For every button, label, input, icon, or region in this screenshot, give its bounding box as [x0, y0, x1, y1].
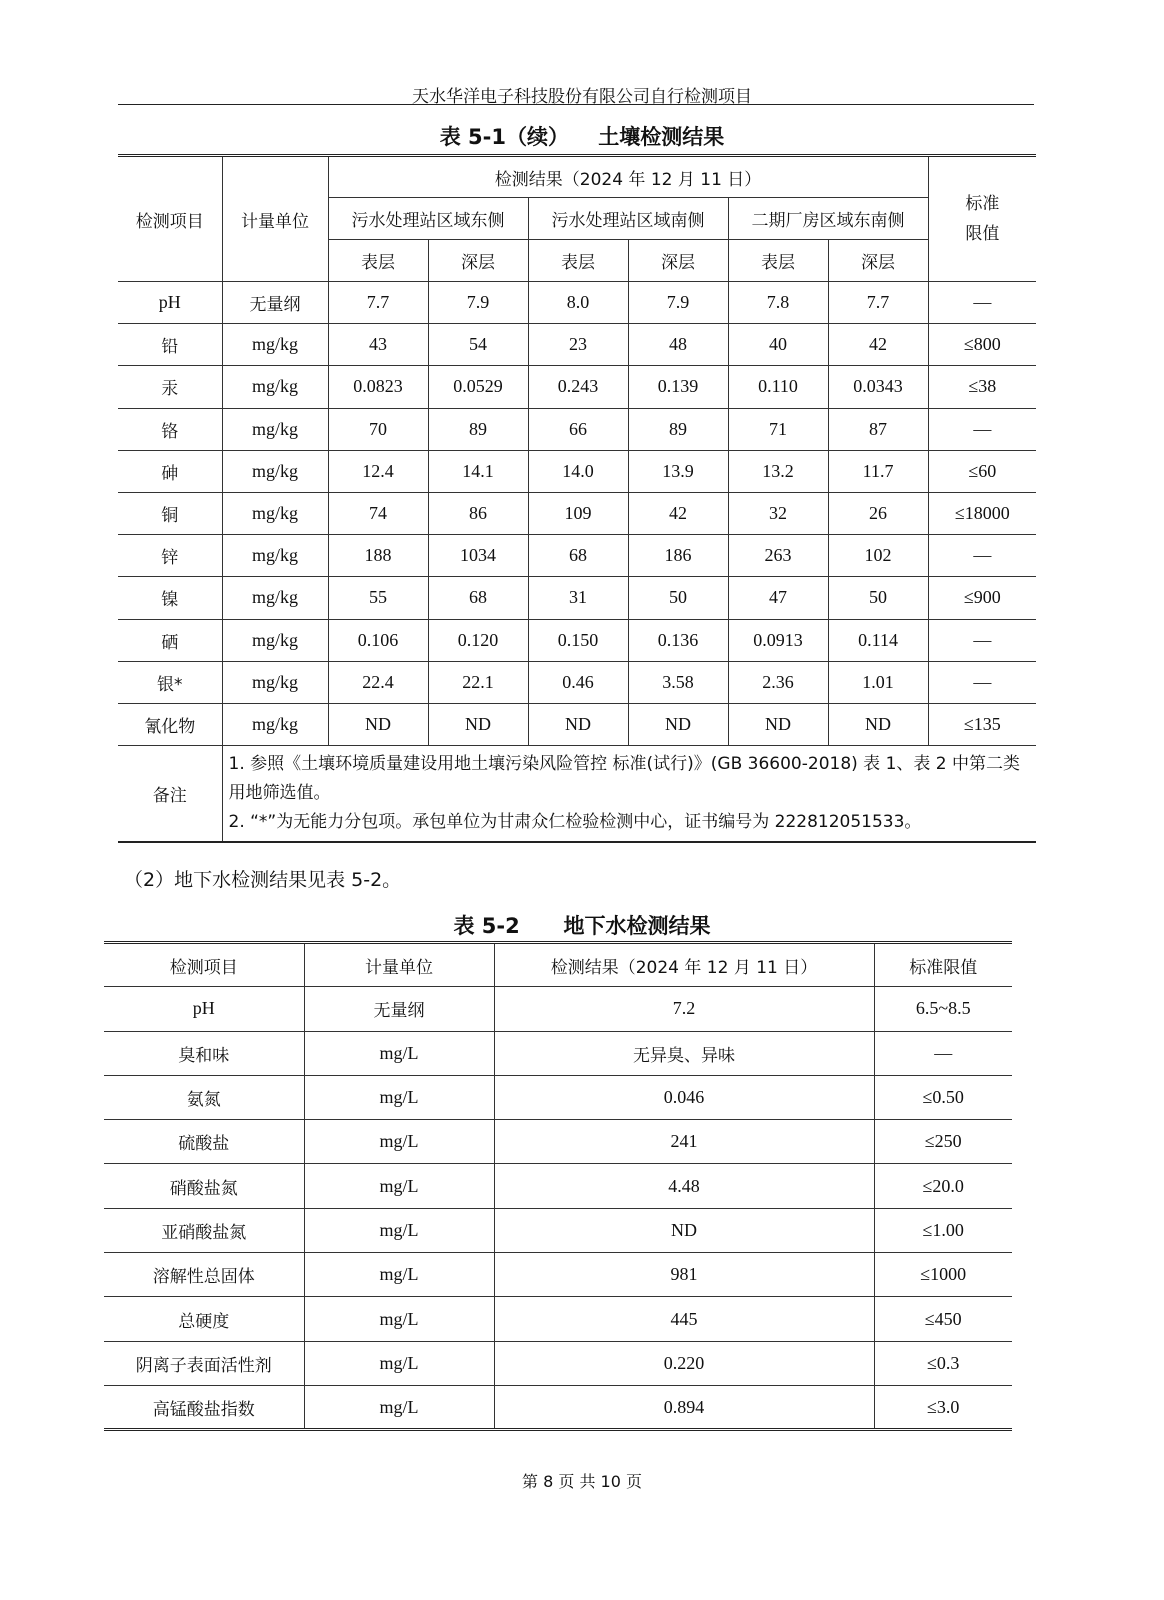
table-row — [104, 1341, 1012, 1385]
cell-limit: ≤3.0 — [874, 1385, 1012, 1429]
table-row — [118, 408, 1036, 450]
cell-value: 43 — [328, 324, 428, 366]
cell-item: 氨氮 — [104, 1075, 304, 1119]
soil-results-table — [118, 154, 1036, 843]
cell-limit: ≤0.50 — [874, 1075, 1012, 1119]
cell-unit: mg/L — [304, 1075, 494, 1119]
cell-value: 40 — [728, 324, 828, 366]
cell-value: 68 — [428, 577, 528, 619]
cell-item: 汞 — [118, 366, 222, 408]
cell-value: 7.7 — [828, 282, 928, 324]
layer-header: 表层 — [328, 240, 428, 282]
table-row — [104, 987, 1012, 1031]
note-line: 1. 参照《土壤环境质量建设用地土壤污染风险管控 标准(试行)》(GB 36600-2018) 表 1、表 2 中第二类用地筛选值。 — [228, 753, 1021, 803]
cell-value: ND — [428, 703, 528, 745]
groundwater-intro-paragraph: （2）地下水检测结果见表 5-2。 — [124, 869, 402, 891]
cell-item: pH — [104, 987, 304, 1031]
header-rule — [118, 104, 1034, 105]
table-row — [118, 492, 1036, 534]
cell-value: ND — [494, 1208, 874, 1252]
cell-value: 0.139 — [628, 366, 728, 408]
cell-value: 0.110 — [728, 366, 828, 408]
cell-value: 445 — [494, 1297, 874, 1341]
cell-value: 32 — [728, 492, 828, 534]
table-row — [118, 577, 1036, 619]
cell-value: 42 — [828, 324, 928, 366]
cell-value: 186 — [628, 535, 728, 577]
cell-item: 亚硝酸盐氮 — [104, 1208, 304, 1252]
cell-value: 7.9 — [428, 282, 528, 324]
col-header-item: 检测项目 — [118, 156, 222, 282]
cell-value: 13.2 — [728, 450, 828, 492]
notes-label: 备注 — [118, 746, 222, 842]
col-header-limit — [928, 156, 1036, 282]
col-header-results: 检测结果（2024 年 12 月 11 日） — [494, 943, 874, 987]
layer-header: 表层 — [528, 240, 628, 282]
cell-value: 0.136 — [628, 619, 728, 661]
cell-item: 阴离子表面活性剂 — [104, 1341, 304, 1385]
cell-unit: mg/kg — [222, 324, 328, 366]
cell-limit: ≤20.0 — [874, 1164, 1012, 1208]
cell-item: 砷 — [118, 450, 222, 492]
cell-value: 0.0343 — [828, 366, 928, 408]
note-line: 2. “*”为无能力分包项。承包单位为甘肃众仁检验检测中心，证书编号为 222812051533。 — [228, 811, 922, 832]
page-footer: 第 8 页 共 10 页 — [522, 1472, 642, 1491]
cell-value: 48 — [628, 324, 728, 366]
cell-item: 锌 — [118, 535, 222, 577]
cell-value: 74 — [328, 492, 428, 534]
cell-limit: ≤135 — [928, 703, 1036, 745]
cell-unit: mg/L — [304, 1253, 494, 1297]
cell-value: 55 — [328, 577, 428, 619]
cell-limit: 6.5~8.5 — [874, 987, 1012, 1031]
cell-limit: ≤18000 — [928, 492, 1036, 534]
cell-value: 42 — [628, 492, 728, 534]
cell-value: 8.0 — [528, 282, 628, 324]
cell-item: pH — [118, 282, 222, 324]
cell-unit: mg/kg — [222, 366, 328, 408]
cell-limit: — — [928, 282, 1036, 324]
cell-limit: ≤1000 — [874, 1253, 1012, 1297]
cell-unit: mg/kg — [222, 703, 328, 745]
cell-limit: ≤450 — [874, 1297, 1012, 1341]
cell-value: 无异臭、异味 — [494, 1031, 874, 1075]
cell-value: 70 — [328, 408, 428, 450]
col-header-limit: 标准限值 — [874, 943, 1012, 987]
cell-value: 31 — [528, 577, 628, 619]
cell-value: 1034 — [428, 535, 528, 577]
cell-limit: ≤1.00 — [874, 1208, 1012, 1252]
site-header-3: 二期厂房区域东南侧 — [728, 198, 928, 240]
cell-value: 12.4 — [328, 450, 428, 492]
cell-item: 总硬度 — [104, 1297, 304, 1341]
col-header-unit: 计量单位 — [222, 156, 328, 282]
table-row — [118, 450, 1036, 492]
cell-value: 0.150 — [528, 619, 628, 661]
cell-unit: mg/kg — [222, 450, 328, 492]
cell-unit: mg/L — [304, 1031, 494, 1075]
cell-value: 89 — [428, 408, 528, 450]
cell-value: ND — [828, 703, 928, 745]
cell-value: 7.9 — [628, 282, 728, 324]
groundwater-results-table — [104, 941, 1012, 1431]
cell-limit: — — [874, 1031, 1012, 1075]
cell-value: 4.48 — [494, 1164, 874, 1208]
cell-limit: — — [928, 619, 1036, 661]
cell-value: 14.1 — [428, 450, 528, 492]
col-header-unit: 计量单位 — [304, 943, 494, 987]
table-row — [118, 703, 1036, 745]
cell-item: 硝酸盐氮 — [104, 1164, 304, 1208]
notes-content — [222, 746, 1036, 842]
cell-value: 47 — [728, 577, 828, 619]
cell-value: ND — [528, 703, 628, 745]
cell-value: 0.046 — [494, 1075, 874, 1119]
cell-unit: 无量纲 — [222, 282, 328, 324]
cell-value: ND — [728, 703, 828, 745]
site-header-2: 污水处理站区域南侧 — [528, 198, 728, 240]
cell-item: 硒 — [118, 619, 222, 661]
page-header-title: 天水华洋电子科技股份有限公司自行检测项目 — [412, 87, 752, 107]
cell-value: 86 — [428, 492, 528, 534]
cell-value: 0.106 — [328, 619, 428, 661]
cell-unit: mg/L — [304, 1164, 494, 1208]
cell-item: 溶解性总固体 — [104, 1253, 304, 1297]
cell-item: 铬 — [118, 408, 222, 450]
cell-value: 50 — [628, 577, 728, 619]
table-row — [104, 1253, 1012, 1297]
cell-unit: mg/L — [304, 1297, 494, 1341]
cell-unit: mg/L — [304, 1120, 494, 1164]
cell-value: 188 — [328, 535, 428, 577]
cell-unit: mg/kg — [222, 408, 328, 450]
table-row — [104, 1120, 1012, 1164]
layer-header: 深层 — [628, 240, 728, 282]
cell-item: 镍 — [118, 577, 222, 619]
cell-value: 0.120 — [428, 619, 528, 661]
cell-value: 3.58 — [628, 661, 728, 703]
table2-caption: 表 5-2 地下水检测结果 — [453, 914, 711, 938]
cell-limit: — — [928, 408, 1036, 450]
cell-value: 14.0 — [528, 450, 628, 492]
cell-value: 0.0529 — [428, 366, 528, 408]
layer-header: 深层 — [828, 240, 928, 282]
cell-value: 0.0913 — [728, 619, 828, 661]
cell-unit: mg/kg — [222, 535, 328, 577]
cell-value: 0.0823 — [328, 366, 428, 408]
cell-value: ND — [628, 703, 728, 745]
table-row — [104, 1385, 1012, 1429]
cell-value: 0.243 — [528, 366, 628, 408]
cell-limit: ≤250 — [874, 1120, 1012, 1164]
cell-value: 2.36 — [728, 661, 828, 703]
table-row — [118, 282, 1036, 324]
cell-value: 54 — [428, 324, 528, 366]
cell-limit: — — [928, 661, 1036, 703]
cell-value: 263 — [728, 535, 828, 577]
cell-value: 241 — [494, 1120, 874, 1164]
cell-item: 高锰酸盐指数 — [104, 1385, 304, 1429]
cell-item: 银* — [118, 661, 222, 703]
cell-value: 7.8 — [728, 282, 828, 324]
cell-value: 0.114 — [828, 619, 928, 661]
notes-row — [118, 746, 1036, 842]
table-row — [104, 1208, 1012, 1252]
cell-unit: mg/kg — [222, 661, 328, 703]
cell-value: 87 — [828, 408, 928, 450]
cell-value: 7.2 — [494, 987, 874, 1031]
col-header-limit-text: 标准限值 — [965, 194, 1000, 244]
cell-limit: ≤800 — [928, 324, 1036, 366]
cell-value: 26 — [828, 492, 928, 534]
col-header-item: 检测项目 — [104, 943, 304, 987]
cell-value: 22.4 — [328, 661, 428, 703]
cell-limit: ≤38 — [928, 366, 1036, 408]
cell-value: ND — [328, 703, 428, 745]
site-header-1: 污水处理站区域东侧 — [328, 198, 528, 240]
cell-value: 66 — [528, 408, 628, 450]
cell-value: 0.220 — [494, 1341, 874, 1385]
cell-unit: mg/kg — [222, 577, 328, 619]
table-row — [118, 661, 1036, 703]
cell-unit: mg/kg — [222, 492, 328, 534]
cell-limit: ≤60 — [928, 450, 1036, 492]
cell-value: 981 — [494, 1253, 874, 1297]
cell-value: 7.7 — [328, 282, 428, 324]
layer-header: 深层 — [428, 240, 528, 282]
table-row — [118, 619, 1036, 661]
cell-value: 109 — [528, 492, 628, 534]
cell-item: 铅 — [118, 324, 222, 366]
cell-item: 臭和味 — [104, 1031, 304, 1075]
table-row — [118, 366, 1036, 408]
table-row — [104, 1297, 1012, 1341]
table-row — [118, 324, 1036, 366]
cell-limit: ≤0.3 — [874, 1341, 1012, 1385]
cell-unit: mg/L — [304, 1341, 494, 1385]
cell-unit: mg/kg — [222, 619, 328, 661]
col-header-results: 检测结果（2024 年 12 月 11 日） — [328, 156, 928, 198]
table-row — [104, 1075, 1012, 1119]
cell-value: 23 — [528, 324, 628, 366]
cell-unit: mg/L — [304, 1208, 494, 1252]
cell-value: 89 — [628, 408, 728, 450]
cell-value: 50 — [828, 577, 928, 619]
layer-header: 表层 — [728, 240, 828, 282]
cell-unit: mg/L — [304, 1385, 494, 1429]
cell-value: 71 — [728, 408, 828, 450]
cell-value: 102 — [828, 535, 928, 577]
table-row — [104, 1164, 1012, 1208]
cell-item: 氰化物 — [118, 703, 222, 745]
cell-value: 13.9 — [628, 450, 728, 492]
cell-value: 11.7 — [828, 450, 928, 492]
cell-value: 1.01 — [828, 661, 928, 703]
cell-value: 68 — [528, 535, 628, 577]
cell-item: 铜 — [118, 492, 222, 534]
table-row — [118, 535, 1036, 577]
cell-unit: 无量纲 — [304, 987, 494, 1031]
cell-item: 硫酸盐 — [104, 1120, 304, 1164]
cell-limit: — — [928, 535, 1036, 577]
cell-value: 22.1 — [428, 661, 528, 703]
cell-value: 0.894 — [494, 1385, 874, 1429]
cell-value: 0.46 — [528, 661, 628, 703]
cell-limit: ≤900 — [928, 577, 1036, 619]
table1-caption: 表 5-1（续） 土壤检测结果 — [439, 125, 725, 149]
table-row — [104, 1031, 1012, 1075]
